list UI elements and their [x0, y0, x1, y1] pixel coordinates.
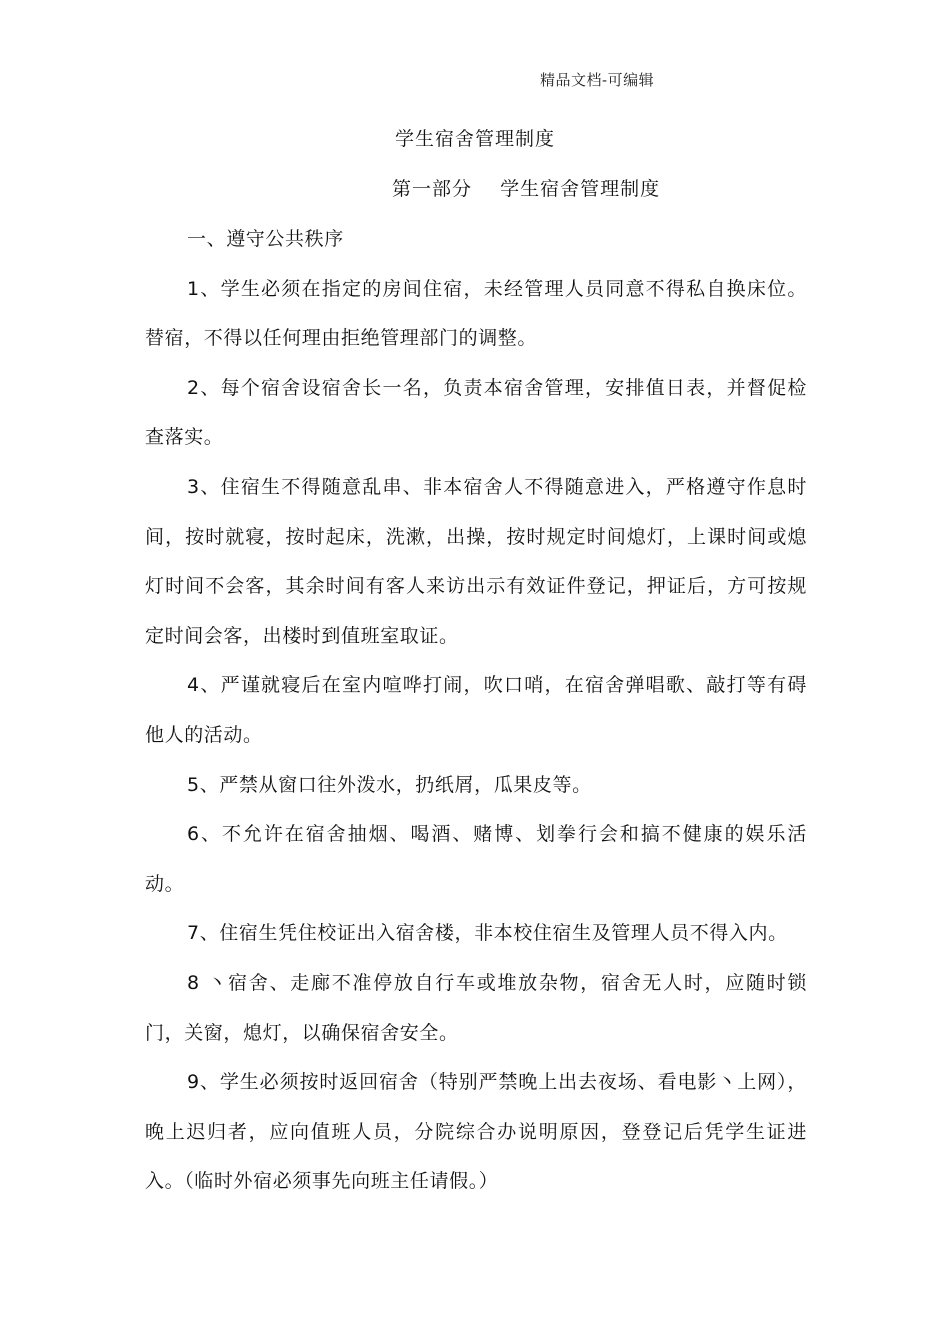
- paragraph-2: 2、每个宿舍设宿舍长一名，负责本宿舍管理，安排值日表，并督促检查落实。: [145, 376, 807, 449]
- section-heading: 一、遵守公共秩序: [187, 228, 344, 250]
- paragraph-8: 8 丶宿舍、走廊不准停放自行车或堆放杂物，宿舍无人时，应随时锁门，关窗，熄灯，以确保宿舍安全。: [145, 971, 807, 1044]
- paragraph-3: 3、住宿生不得随意乱串、非本宿舍人不得随意进入，严格遵守作息时间，按时就寝，按时起床，洗漱，出操，按时规定时间熄灯，上课时间或熄灯时间不会客，其余时间有客人来访出示有效证件登记，押证后，方可按规定时间会客，出楼时到值班室取证。: [145, 475, 807, 647]
- paragraph-9: 9、学生必须按时返回宿舍（特别严禁晚上出去夜场、看电影丶上网），晚上迟归者，应向值班人员，分院综合办说明原因，登登记后凭学生证进入。（临时外宿必须事先向班主任请假。）: [145, 1071, 807, 1193]
- document-body: [145, 215, 807, 1207]
- paragraph-7: 7、住宿生凭住校证出入宿舍楼，非本校住宿生及管理人员不得入内。: [187, 922, 788, 945]
- paragraph-5: 5、严禁从窗口往外泼水，扔纸屑，瓜果皮等。: [187, 773, 592, 796]
- paragraph-4: 4、严谨就寝后在室内喧哗打闹，吹口哨，在宿舍弹唱歌、敲打等有碍他人的活动。: [145, 674, 807, 746]
- paragraph-1: 1、学生必须在指定的房间住宿，未经管理人员同意不得私自换床位。替宿，不得以任何理由拒绝管理部门的调整。: [145, 277, 807, 350]
- document-title: 学生宿舍管理制度: [394, 128, 555, 150]
- paragraph-6: 6、不允许在宿舍抽烟、喝酒、赌博、划拳行会和搞不健康的娱乐活动。: [145, 823, 807, 895]
- header-watermark: 精品文档-可编辑: [540, 71, 655, 89]
- document-subtitle: 第一部分 学生宿舍管理制度: [392, 178, 661, 200]
